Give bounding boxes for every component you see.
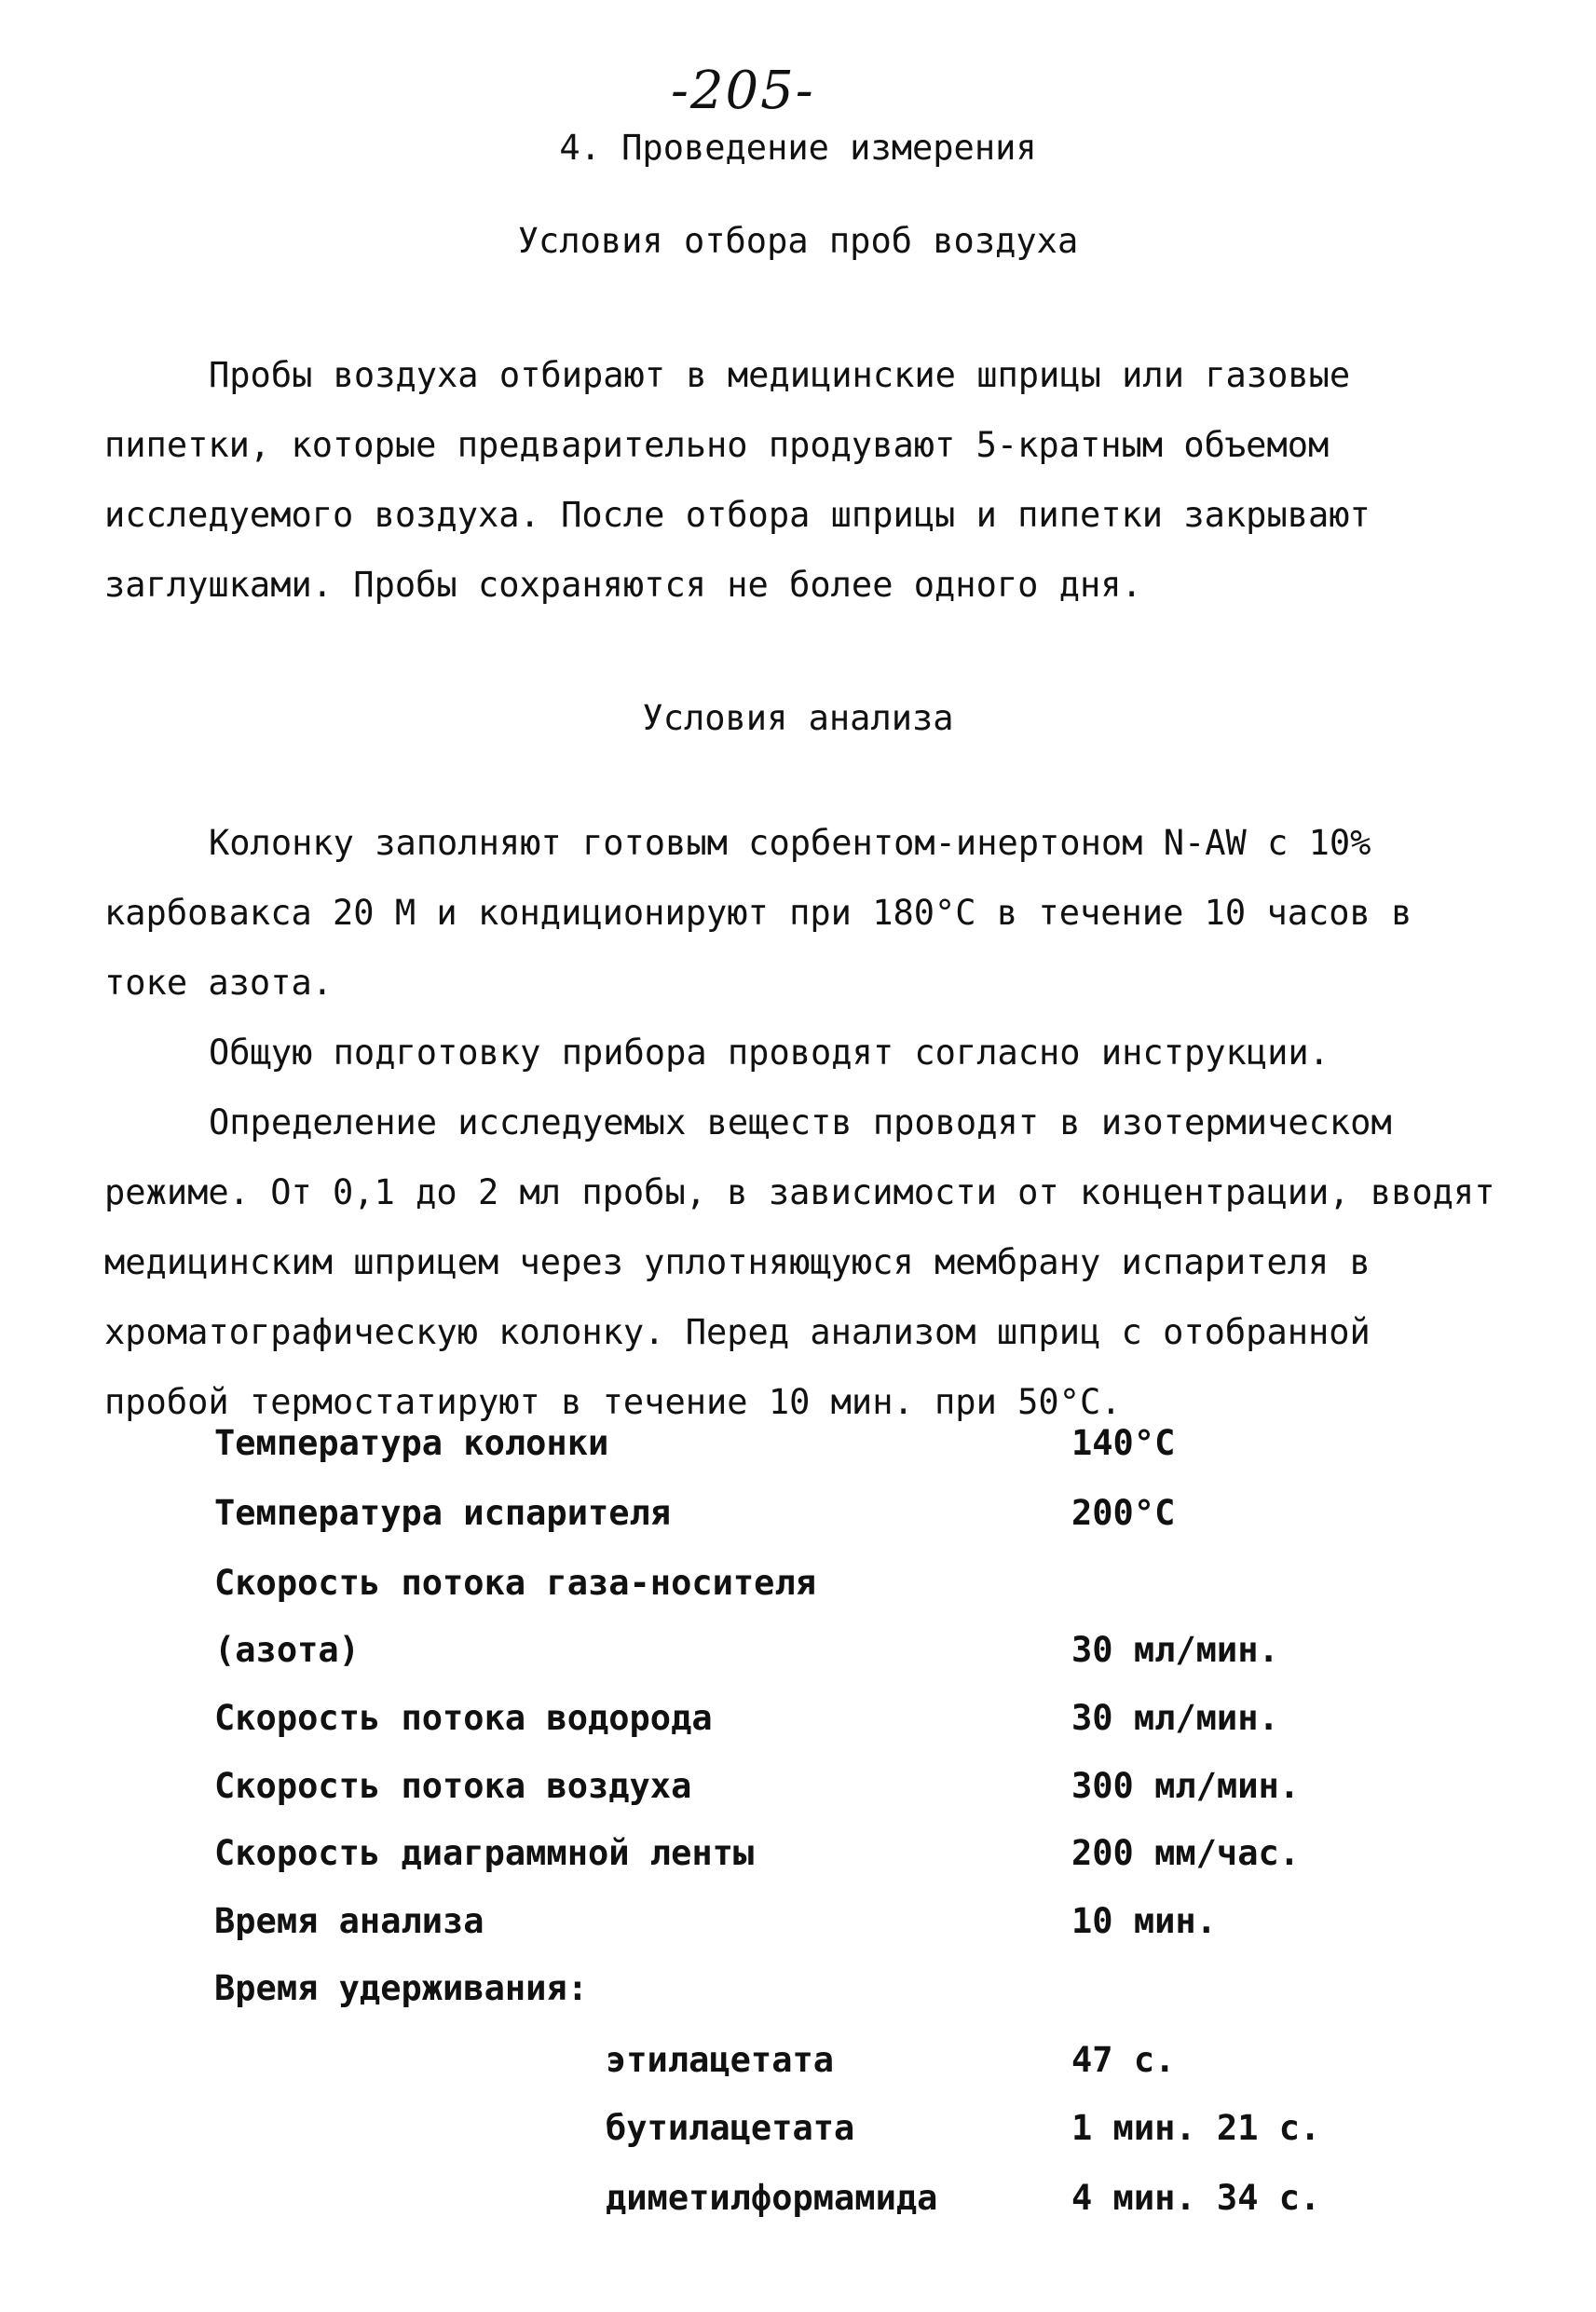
condition-label: Температура колонки	[214, 1423, 609, 1463]
condition-label: Скорость потока газа-носителя	[214, 1563, 817, 1603]
condition-value: 200 мм/час.	[1071, 1833, 1301, 1873]
condition-label: (азота)	[214, 1630, 360, 1670]
section-title: 4. Проведение измерения	[559, 128, 1037, 168]
retention-label: бутилацетата	[606, 2108, 855, 2148]
analysis-paragraph-2	[104, 1018, 1502, 1088]
sampling-paragraph	[104, 340, 1502, 620]
condition-value: 30 мл/мин.	[1071, 1698, 1279, 1738]
condition-label: Время анализа	[214, 1901, 484, 1941]
subsection-sampling-title: Условия отбора проб воздуха	[517, 221, 1079, 261]
analysis-p1-text: Колонку заполняют готовым сорбентом-инертоном N-AW с 10% карбоваксa 20 М и кондиционируют при 180°С в течение 10 часов в токе азота.	[104, 823, 1412, 1003]
analysis-p2-text: Общую подготовку прибора проводят согласно инструкции.	[209, 1033, 1330, 1073]
condition-label: Температура испарителя	[214, 1493, 672, 1533]
condition-value: 140°С	[1071, 1423, 1176, 1463]
condition-label: Время удерживания:	[214, 1968, 588, 2008]
page-number: -205-	[671, 61, 815, 121]
condition-value: 300 мл/мин.	[1071, 1766, 1301, 1806]
analysis-paragraph-3	[104, 1088, 1502, 1437]
condition-label: Скорость потока водорода	[214, 1698, 713, 1738]
analysis-paragraph-1	[104, 808, 1502, 1018]
condition-label: Скорость диаграммной ленты	[214, 1833, 755, 1873]
condition-value: 200°С	[1071, 1493, 1176, 1533]
retention-label: этилацетата	[606, 2040, 835, 2080]
subsection-analysis-title: Условия анализа	[642, 698, 954, 738]
sampling-text: Пробы воздуха отбирают в медицинские шприцы или газовые пипетки, которые предварительно продувают 5-кратным объемом исследуемого воздуха. После отбора шприцы и пипетки закрывают заглушками. Пробы сохраняются не более одного дня.	[104, 355, 1371, 605]
condition-label: Скорость потока воздуха	[214, 1766, 692, 1806]
retention-value: 4 мин. 34 с.	[1071, 2178, 1321, 2218]
retention-value: 47 с.	[1071, 2040, 1176, 2080]
condition-value: 30 мл/мин.	[1071, 1630, 1279, 1670]
retention-value: 1 мин. 21 с.	[1071, 2108, 1321, 2148]
condition-value: 10 мин.	[1071, 1901, 1217, 1941]
analysis-p3-text: Определение исследуемых веществ проводят в изотермическом режиме. От 0,1 до 2 мл пробы, в зависимости от концентрации, вводят медицинским шприцем через уплотняющуюся мембрану испарителя в хроматографическую колонку. Перед анализом шприц с отобранной пробой термостатируют в течение 10 мин. при 50°С.	[104, 1102, 1495, 1422]
retention-label: диметилформамида	[606, 2178, 938, 2218]
